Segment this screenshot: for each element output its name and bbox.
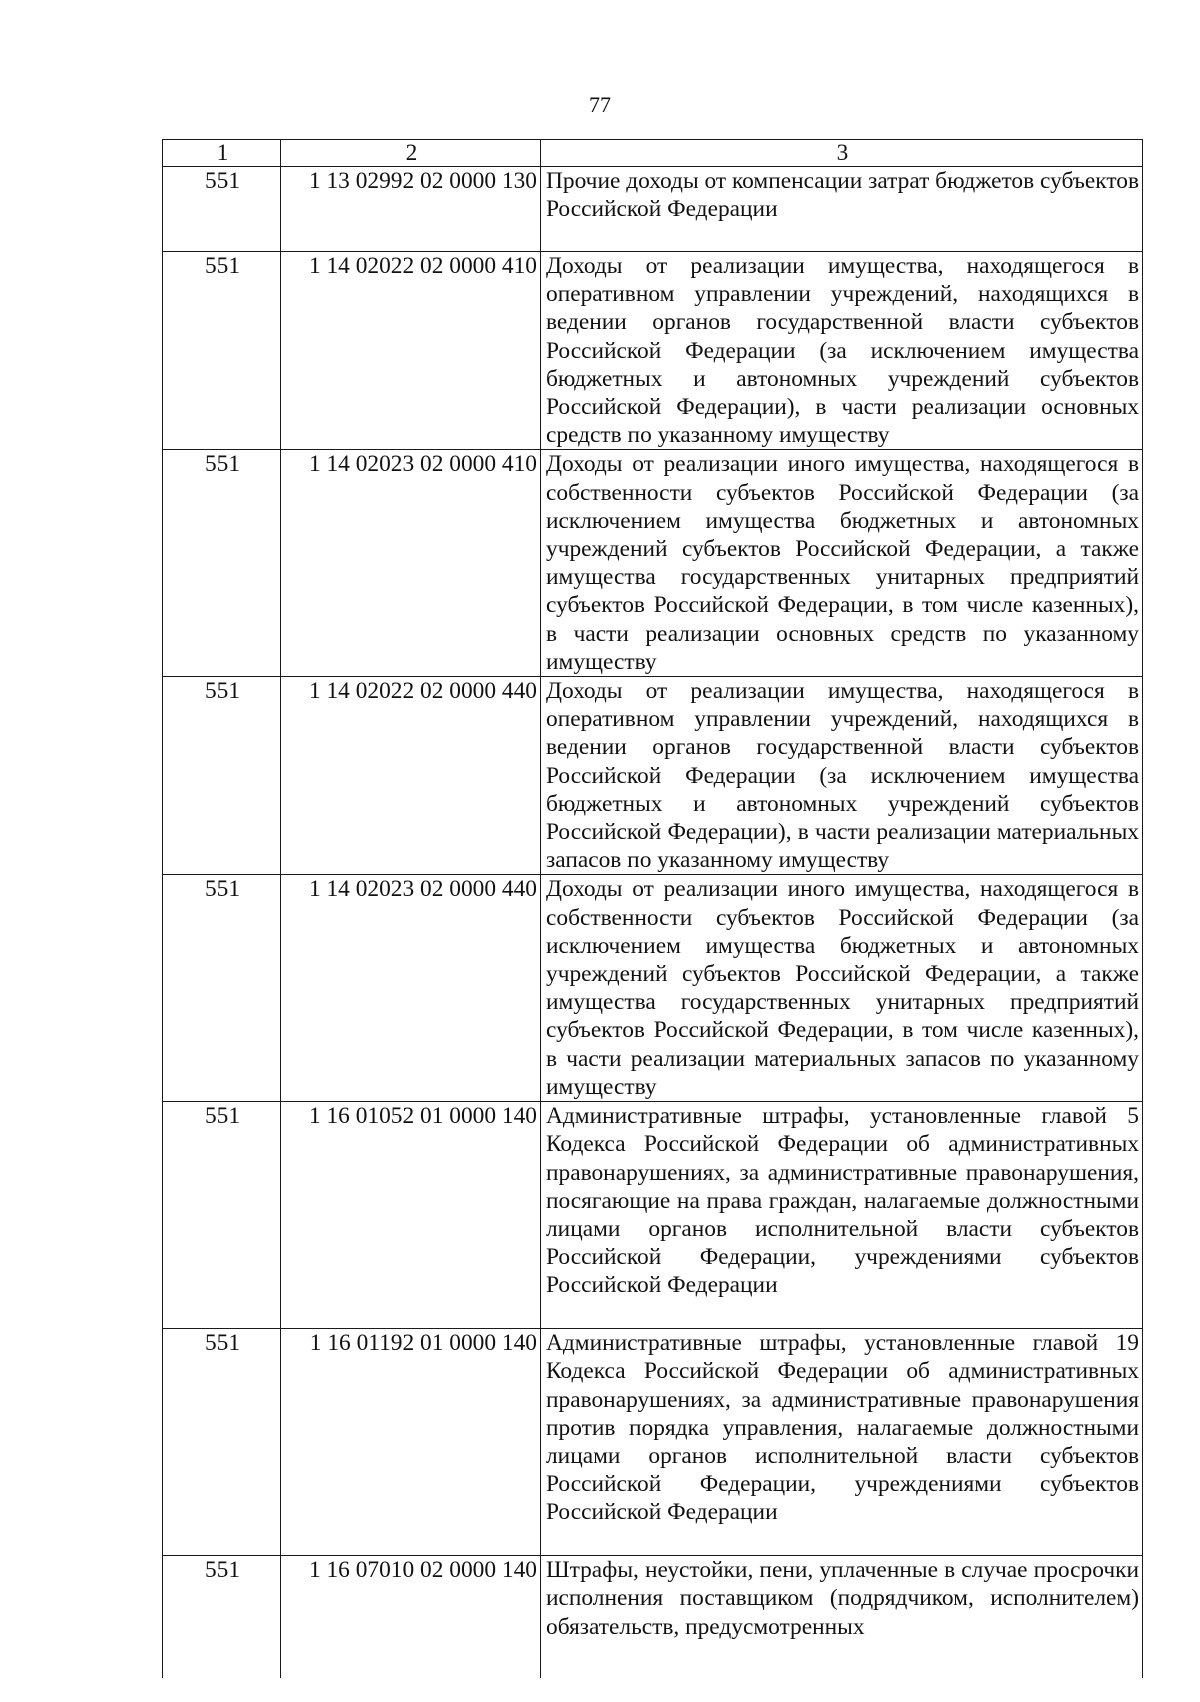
- table-row: [163, 252, 1143, 450]
- table-row: [163, 875, 1143, 1102]
- description-cell: Доходы от реализации имущества, находящегося в оперативном управлении учреждений, находящихся в ведении органов государственной власти субъектов Российской Федерации (за исключением имущества бюджетных и автономных учреждений субъектов Российской Федерации), в части реализации материальных запасов по указанному имуществу: [541, 677, 1143, 875]
- kbk-code-cell: 1 14 02023 02 0000 440: [281, 875, 541, 1102]
- admin-code-cell: 551: [163, 252, 281, 450]
- kbk-code-cell: 1 16 01052 01 0000 140: [281, 1102, 541, 1329]
- description-cell: Доходы от реализации иного имущества, находящегося в собственности субъектов Российской Федерации (за исключением имущества бюджетных и автономных учреждений субъектов Российской Федерации, а также имущества государственных унитарных предприятий субъектов Российской Федерации, в том числе казенных), в части реализации основных средств по указанному имуществу: [541, 450, 1143, 677]
- table-row: [163, 677, 1143, 875]
- kbk-code-cell: 1 13 02992 02 0000 130: [281, 167, 541, 252]
- admin-code-cell: 551: [163, 1556, 281, 1678]
- kbk-code-cell: 1 14 02023 02 0000 410: [281, 450, 541, 677]
- column-header-2: 2: [281, 140, 541, 167]
- table-row: [163, 1329, 1143, 1556]
- table-row: [163, 1102, 1143, 1329]
- revenue-codes-table: [162, 139, 1143, 1678]
- page-number: 77: [589, 92, 611, 117]
- description-cell: Штрафы, неустойки, пени, уплаченные в случае просрочки исполнения поставщиком (подрядчиком, исполнителем) обязательств, предусмотренных: [541, 1556, 1143, 1678]
- kbk-code-cell: 1 14 02022 02 0000 440: [281, 677, 541, 875]
- column-header-3: 3: [541, 140, 1143, 167]
- table-row: [163, 167, 1143, 252]
- kbk-code-cell: 1 14 02022 02 0000 410: [281, 252, 541, 450]
- admin-code-cell: 551: [163, 1329, 281, 1556]
- description-cell: Административные штрафы, установленные главой 5 Кодекса Российской Федерации об административных правонарушениях, за административные правонарушения, посягающие на права граждан, налагаемые должностными лицами органов исполнительной власти субъектов Российской Федерации, учреждениями субъектов Российской Федерации: [541, 1102, 1143, 1329]
- column-header-1: 1: [163, 140, 281, 167]
- description-cell: Доходы от реализации иного имущества, находящегося в собственности субъектов Российской Федерации (за исключением имущества бюджетных и автономных учреждений субъектов Российской Федерации, а также имущества государственных унитарных предприятий субъектов Российской Федерации, в том числе казенных), в части реализации материальных запасов по указанному имуществу: [541, 875, 1143, 1102]
- table-row: [163, 1556, 1143, 1678]
- admin-code-cell: 551: [163, 167, 281, 252]
- kbk-code-cell: 1 16 01192 01 0000 140: [281, 1329, 541, 1556]
- table-row: [163, 450, 1143, 677]
- admin-code-cell: 551: [163, 677, 281, 875]
- description-cell: Доходы от реализации имущества, находящегося в оперативном управлении учреждений, находящихся в ведении органов государственной власти субъектов Российской Федерации (за исключением имущества бюджетных и автономных учреждений субъектов Российской Федерации), в части реализации основных средств по указанному имуществу: [541, 252, 1143, 450]
- admin-code-cell: 551: [163, 450, 281, 677]
- description-cell: Административные штрафы, установленные главой 19 Кодекса Российской Федерации об административных правонарушениях, за административные правонарушения против порядка управления, налагаемые должностными лицами органов исполнительной власти субъектов Российской Федерации, учреждениями субъектов Российской Федерации: [541, 1329, 1143, 1556]
- kbk-code-cell: 1 16 07010 02 0000 140: [281, 1556, 541, 1678]
- table-header-row: [163, 140, 1143, 167]
- admin-code-cell: 551: [163, 1102, 281, 1329]
- admin-code-cell: 551: [163, 875, 281, 1102]
- description-cell: Прочие доходы от компенсации затрат бюджетов субъектов Российской Федерации: [541, 167, 1143, 252]
